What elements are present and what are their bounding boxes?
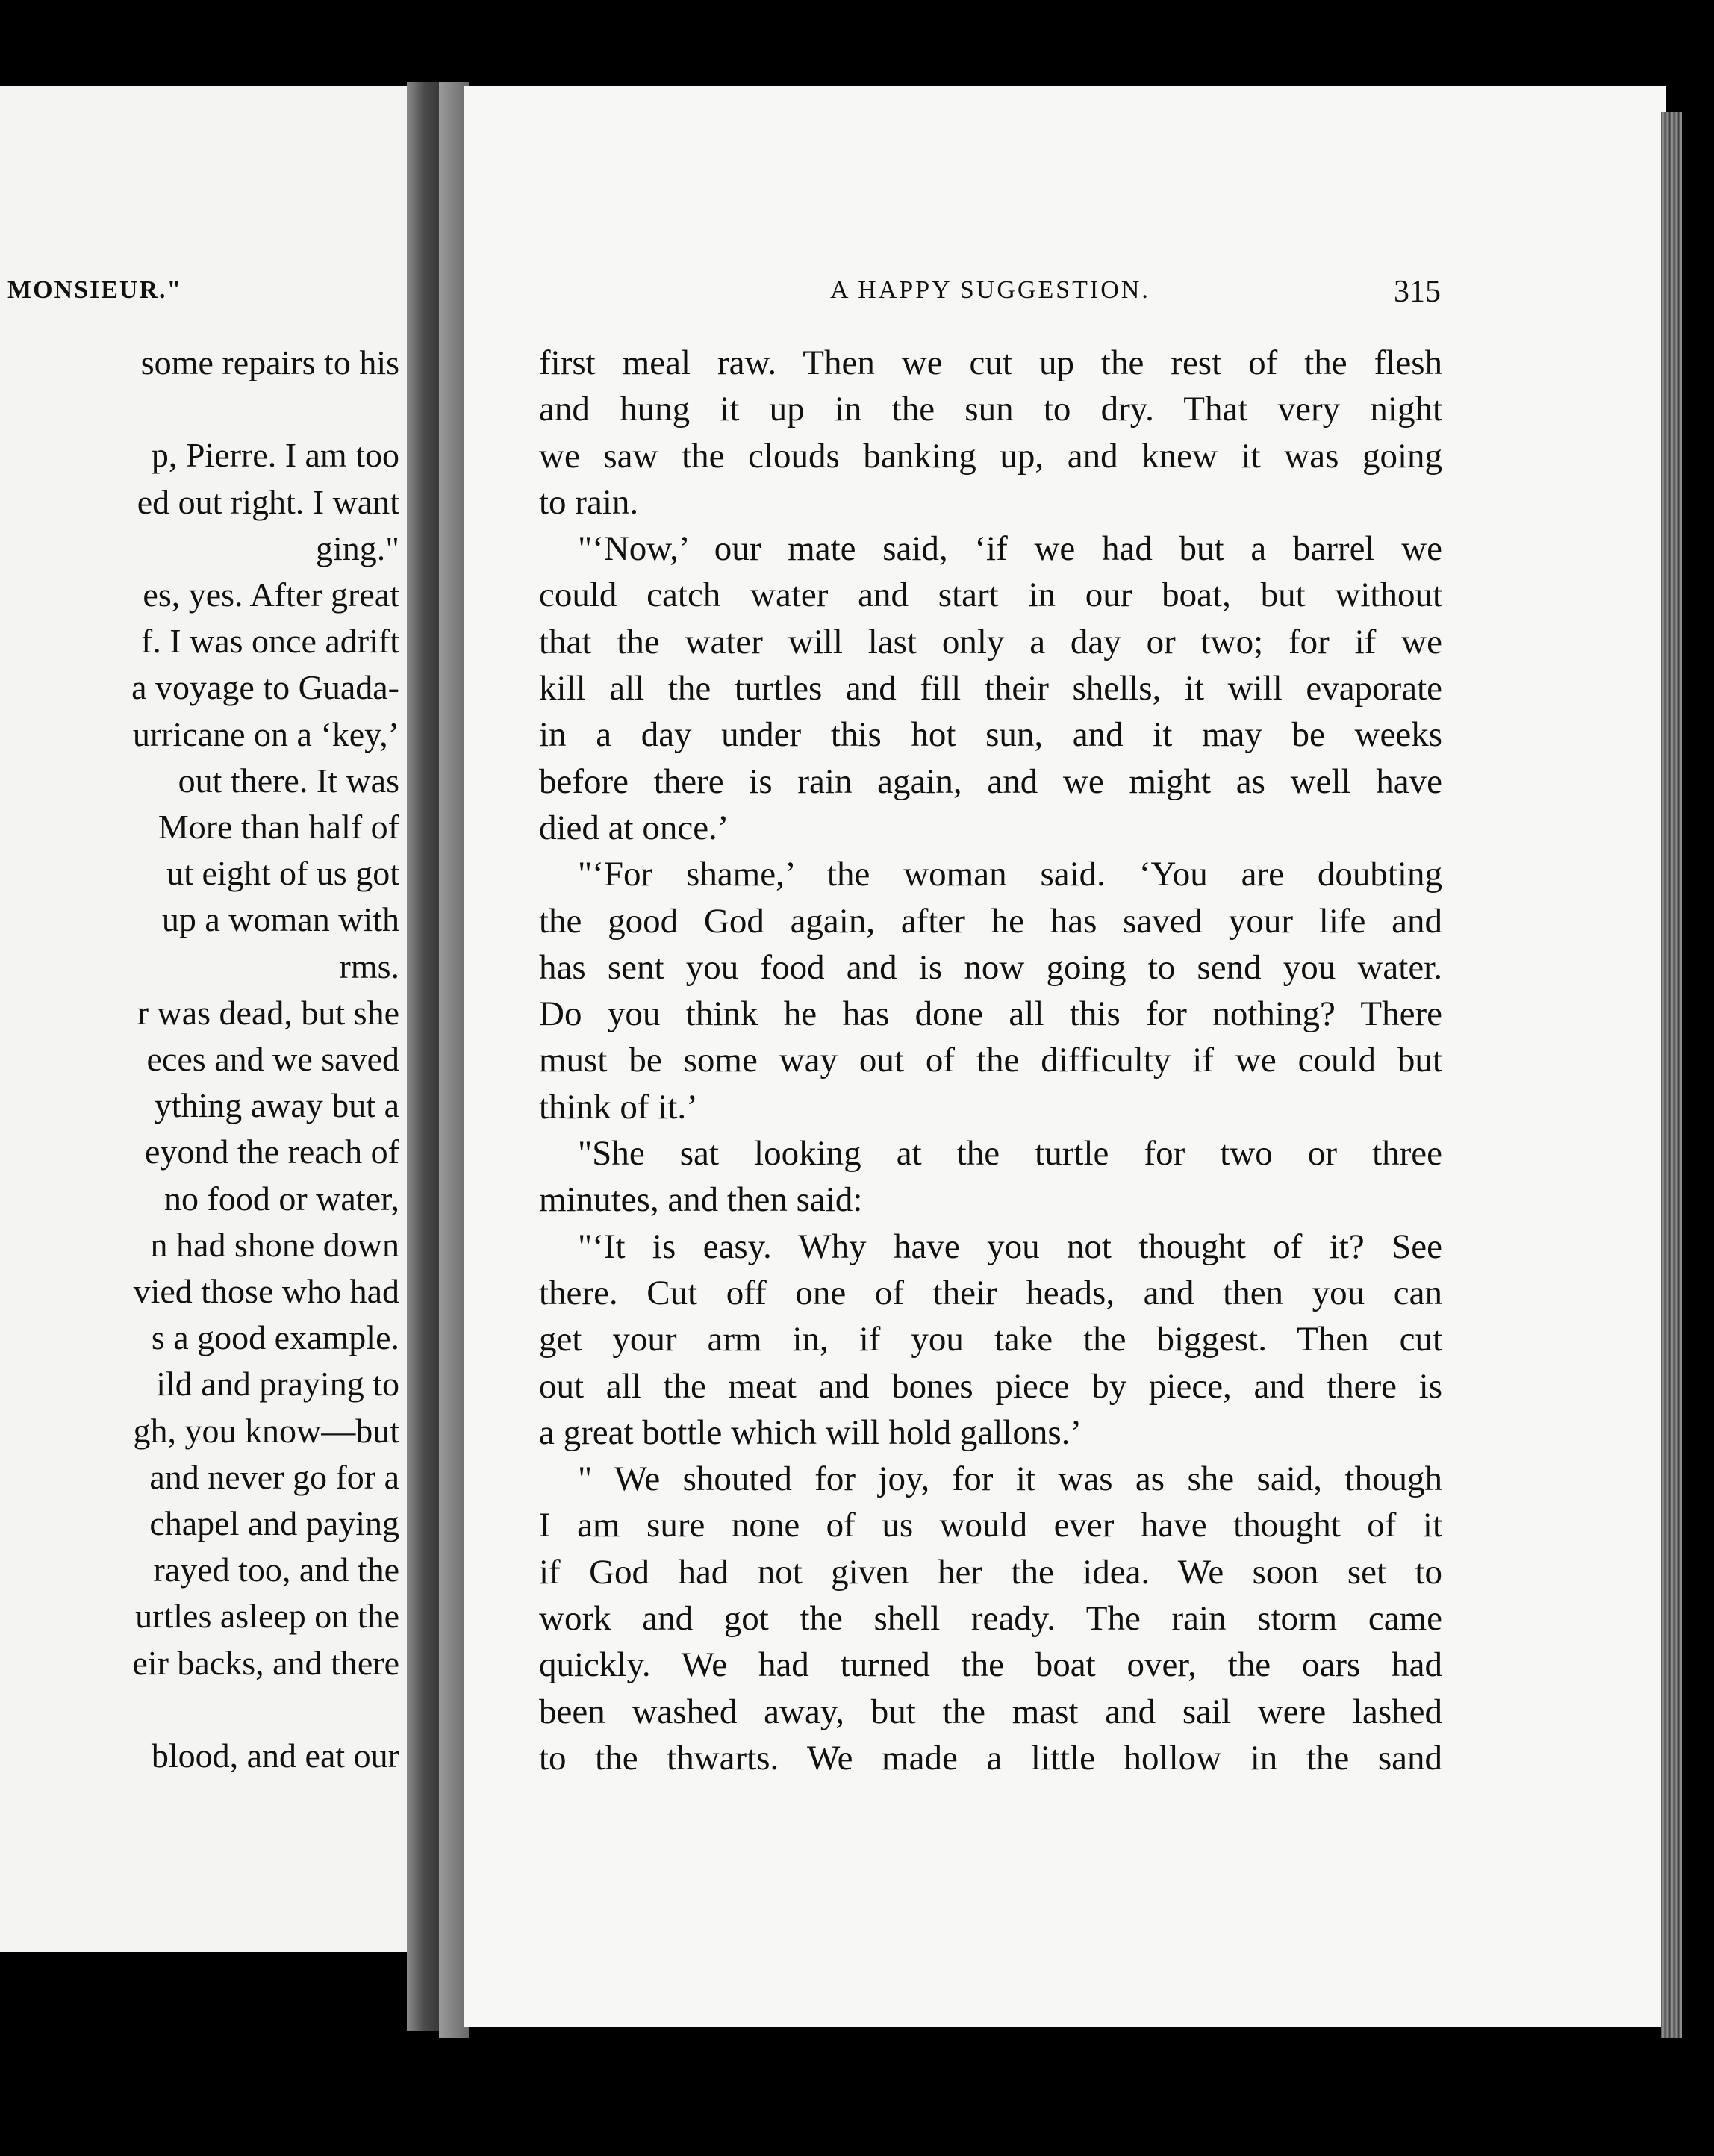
text-line: a great bottle which will hold gallons.’	[539, 1412, 1082, 1452]
text-line: there. Cut off one of their heads, and then you can	[539, 1273, 1442, 1312]
page-body-text	[539, 340, 1442, 1781]
left-text-line	[131, 1686, 399, 1733]
left-text-line: p, Pierre. I am too	[151, 436, 399, 475]
left-text-line: and never go for a	[149, 1457, 399, 1496]
text-line: "‘For shame,’ the woman said. ‘You are doubting	[578, 855, 1442, 894]
left-text-line: f. I was once adrift	[140, 622, 399, 661]
left-page-text	[131, 340, 399, 1779]
text-line: we saw the clouds banking up, and knew it was going	[539, 436, 1442, 476]
left-text-line: ging."	[315, 529, 399, 567]
left-text-line: More than half of	[158, 808, 399, 847]
text-line: and hung it up in the sun to dry. That very night	[539, 390, 1442, 429]
text-line: must be some way out of the difficulty if we could but	[539, 1041, 1442, 1080]
text-line: "‘Now,’ our mate said, ‘if we had but a barrel we	[578, 529, 1442, 569]
text-line: "‘It is easy. Why have you not thought of it? See	[578, 1227, 1442, 1266]
text-line: " We shouted for joy, for it was as she said, though	[578, 1459, 1442, 1499]
left-text-line: some repairs to his	[140, 343, 399, 381]
page-number: 315	[1394, 275, 1441, 309]
text-line: think of it.’	[539, 1087, 698, 1127]
text-line: minutes, and then said:	[539, 1180, 863, 1220]
left-text-line: es, yes. After great	[143, 576, 399, 614]
right-page	[464, 86, 1666, 2027]
left-text-line: eyond the reach of	[144, 1132, 399, 1171]
text-line: that the water will last only a day or two; for if we	[539, 622, 1442, 661]
text-line: Do you think he has done all this for nothing? There	[539, 994, 1442, 1034]
left-text-line: eces and we saved	[146, 1040, 399, 1079]
text-line: could catch water and start in our boat, but without	[539, 576, 1442, 615]
left-running-head: MONSIEUR."	[7, 276, 183, 304]
left-text-line: gh, you know—but	[133, 1411, 399, 1450]
left-text-line: eir backs, and there	[132, 1643, 399, 1682]
text-line: has sent you food and is now going to send you water.	[539, 947, 1442, 987]
text-line: work and got the shell ready. The rain storm came	[539, 1599, 1442, 1639]
left-text-line: rayed too, and the	[153, 1551, 399, 1589]
left-text-line: up a woman with	[161, 900, 399, 939]
text-line: been washed away, but the mast and sail were lashed	[539, 1692, 1442, 1731]
text-line: get your arm in, if you take the biggest. Then cut	[539, 1320, 1442, 1359]
page-edge	[1661, 112, 1682, 2038]
running-head: A HAPPY SUGGESTION.	[830, 276, 1150, 304]
text-line: if God had not given her the idea. We soon set to	[539, 1552, 1442, 1592]
left-text-line: a voyage to Guada-	[131, 668, 399, 707]
text-line: in a day under this hot sun, and it may be weeks	[539, 715, 1442, 755]
text-line: to the thwarts. We made a little hollow in the sand	[539, 1738, 1442, 1778]
text-line: to rain.	[539, 482, 639, 522]
left-text-line: blood, and eat our	[151, 1736, 399, 1775]
left-text-line: ild and praying to	[156, 1365, 399, 1403]
text-line: died at once.’	[539, 808, 729, 847]
text-line: out all the meat and bones piece by piece, and there is	[539, 1366, 1442, 1406]
left-text-line: n had shone down	[150, 1225, 399, 1264]
left-text-line: urtles asleep on the	[135, 1597, 399, 1636]
left-text-line: out there. It was	[178, 761, 399, 800]
left-text-line: ut eight of us got	[166, 854, 399, 893]
left-text-line: ed out right. I want	[137, 482, 399, 521]
left-text-line: s a good example.	[151, 1318, 399, 1357]
left-text-line: chapel and paying	[149, 1504, 399, 1543]
text-line: first meal raw. Then we cut up the rest of the flesh	[539, 343, 1442, 382]
left-text-line: urricane on a ‘key,’	[132, 714, 399, 753]
text-line: "She sat looking at the turtle for two or three	[578, 1134, 1442, 1174]
left-text-line: no food or water,	[164, 1179, 399, 1218]
left-text-line: vied those who had	[133, 1272, 399, 1311]
left-text-line	[131, 386, 399, 432]
text-line: before there is rain again, and we might as well have	[539, 761, 1442, 801]
left-page	[0, 86, 414, 1952]
left-text-line: rms.	[339, 947, 399, 985]
text-line: the good God again, after he has saved your life and	[539, 901, 1442, 941]
text-line: I am sure none of us would ever have thought of it	[539, 1506, 1442, 1545]
text-line: kill all the turtles and fill their shells, it will evaporate	[539, 669, 1442, 708]
left-text-line: ything away but a	[154, 1086, 399, 1125]
left-text-line: r was dead, but she	[137, 993, 399, 1032]
text-line: quickly. We had turned the boat over, the oars had	[539, 1645, 1442, 1685]
